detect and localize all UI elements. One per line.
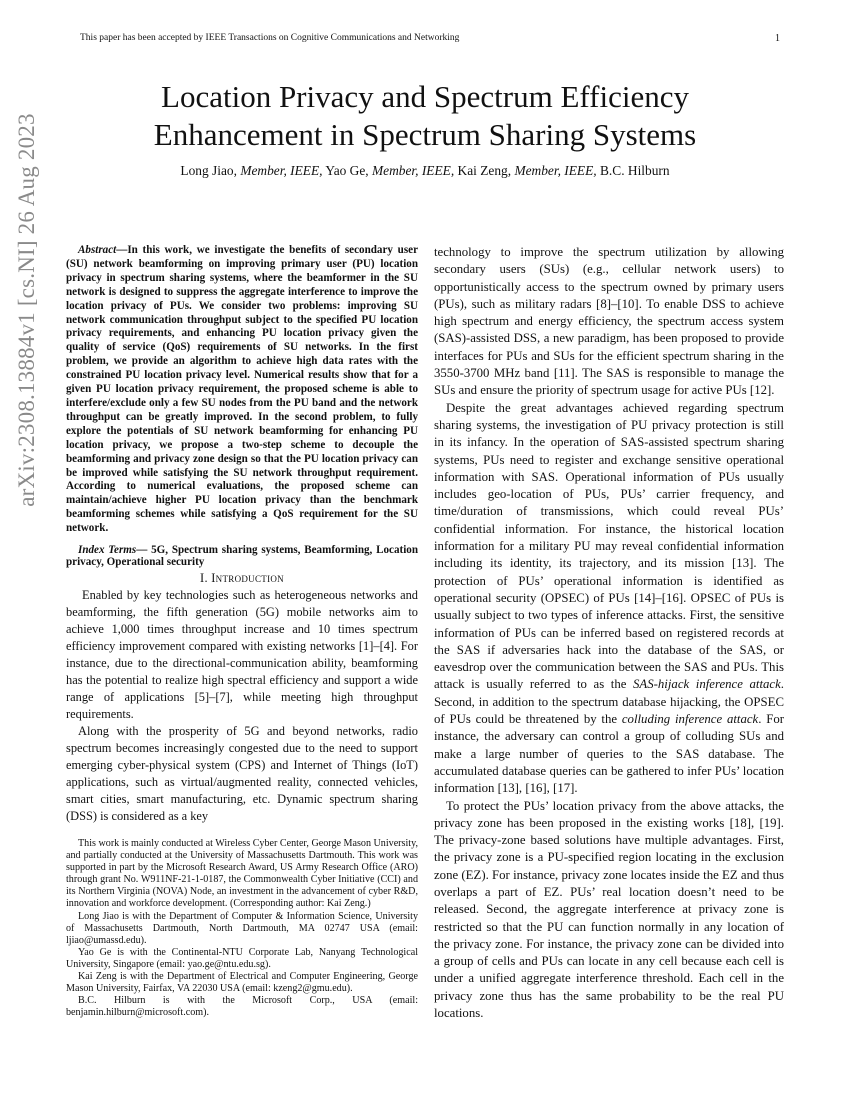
abstract-text: —In this work, we investigate the benefits of secondary user (SU) network beamforming on improving primary user (PU) location privacy in spectrum sharing systems, where the beamformer in the SU network is designed to suppress the aggregate interference to improve the location privacy of PUs. We consider two problems: improving SU network communication throughput subject to the specified PU location privacy requirements, and enhancing PU location privacy given the quality of service (QoS) requirements of SU networks. In the first problem, we provide an algorithm to achieve high data rates with the constrained PU location privacy level. Numerical results show that for a given PU location privacy requirement, the proposed scheme is able to interfere/exclude only a few SU nodes from the PU band and the network throughput can be greatly improved. In the second problem, to fully explore the potentials of SU network beamforming for enhancing PU location privacy, we propose a two-step scheme to decouple the beamforming and privacy zone design so that the PU location privacy can be improved while satisfying the SU network throughput requirement. According to numerical evaluations, the proposed scheme can maintain/achieve higher PU location privacy than the benchmark beamforming schemes while satisfying a QoS requirement for the SU network. <box>66 244 418 535</box>
intro-paragraph: Along with the prosperity of 5G and beyond networks, radio spectrum becomes increasingly congested due to the need to support emerging cyber-physical system (CPS) and Internet of Things (IoT) applications, such as virtual/augmented reality, connected vehicles, smart cities, smart manufacturing, etc. Dynamic spectrum sharing (DSS) is considered as a key <box>66 724 418 824</box>
right-column <box>434 244 784 1022</box>
section-number: I. <box>200 571 212 586</box>
author-name: Yao Ge, <box>325 163 369 178</box>
footnote: This work is mainly conducted at Wireless Cyber Center, George Mason University, and partially conducted at the University of Massachusetts Dartmouth. This work was supported in part by the Microsoft Research Award, US Army Research Office (ARO) through grant No. W911NF-21-1-0187, the Commonwealth Cyber Initiative (CCI) and its Northern Virginia (NOVA) Node, an investment in the advancement of cyber R&D, innovation and workforce development. (Corresponding author: Kai Zeng.) <box>66 838 418 910</box>
index-terms <box>66 545 418 568</box>
arxiv-stamp: arXiv:2308.13884v1 [cs.NI] 26 Aug 2023 <box>14 113 39 507</box>
index-terms-text: — 5G, Spectrum sharing systems, Beamforming, Location privacy, Operational security <box>66 544 418 568</box>
left-column <box>66 244 418 825</box>
body-paragraph <box>434 400 784 798</box>
author-affiliation: Member, IEEE, <box>240 163 323 178</box>
body-paragraph: To protect the PUs’ location privacy from the above attacks, the privacy zone has been proposed in the existing works [18], [19]. The privacy-zone based solutions have multiple advantages. First, the privacy zone is a PU-specified region locating in the exclusion zone (EZ). For instance, privacy zone locates inside the EZ and thus overlaps a part of EZ. PUs’ real location doesn’t need to be released. Second, the aggregate interference at privacy zone is restricted so that the PU can function normally in any location of the privacy zone. For instance, the privacy zone can be divided into a group of cells and PUs can locate in any cell because each cell is under a unified aggregate interference threshold. Each cell in the privacy zone thus has the same probability to be the real PU locations. <box>434 798 784 1021</box>
author-name: Long Jiao, <box>180 163 237 178</box>
intro-paragraph: Enabled by key technologies such as heterogeneous networks and beamforming, the fifth generation (5G) mobile networks aim to achieve 1,000 times throughput increase and 10 times spectrum efficiency improvement compared with existing networks [1]–[4]. For instance, due to the directional-communication ability, beamforming has the potential to realize high spectral efficiency and support a wide range of applications [5]–[7], while meeting high throughput requirements. <box>66 588 418 722</box>
paragraph-text: . For instance, the adversary can control a group of colluding SUs and make a large number of queries to the SAS database. The accumulated database queries can be gathered to infer PUs’ location information [13], [16], [17]. <box>434 712 784 796</box>
index-terms-lead: Index Terms <box>78 544 137 557</box>
footnote: Yao Ge is with the Continental-NTU Corporate Lab, Nanyang Technological University, Singapore (email: yao.ge@ntu.edu.sg). <box>66 946 418 970</box>
author-list <box>70 163 780 179</box>
title-line-2: Enhancement in Spectrum Sharing Systems <box>153 117 697 152</box>
running-header: This paper has been accepted by IEEE Transactions on Cognitive Communications and Networking <box>80 33 460 43</box>
author-name: Kai Zeng, <box>457 163 512 178</box>
paragraph-text: . Second, in addition to the spectrum database hijacking, the OPSEC of PUs could be threatened by the <box>434 677 784 727</box>
section-heading <box>66 570 418 587</box>
emphasis-text: colluding inference attack <box>621 712 759 727</box>
emphasis-text: SAS-hijack inference attack <box>633 677 781 692</box>
author-affiliation: Member, IEEE, <box>514 163 597 178</box>
section-title: Introduction <box>211 571 284 586</box>
title-line-1: Location Privacy and Spectrum Efficiency <box>161 79 689 114</box>
footnote: Kai Zeng is with the Department of Electrical and Computer Engineering, George Mason University, Fairfax, VA 22030 USA (email: kzeng2@gmu.edu). <box>66 971 418 995</box>
footnote: Long Jiao is with the Department of Computer & Information Science, University of Massachusetts Dartmouth, North Dartmouth, MA 02747 USA (email: ljiao@umassd.edu). <box>66 910 418 946</box>
abstract-lead: Abstract <box>78 244 117 256</box>
paper-title <box>70 78 780 154</box>
author-name: B.C. Hilburn <box>600 163 670 178</box>
body-paragraph: technology to improve the spectrum utilization by allowing secondary users (SUs) (e.g., cellular network users) to opportunistically access to the spectrum owned by primary users (PUs), such as military radars [8]–[10]. To enable DSS to achieve high spectrum and energy efficiency, the spectrum access system (SAS)-assisted DSS, a new paradigm, has been proposed to provide interfaces for PUs and SUs for the efficient spectrum sharing in the 3550-3700 MHz band [11]. The SAS is responsible to manage the SUs and ensure the priority of spectrum usage for active PUs [12]. <box>434 245 784 398</box>
footnote: B.C. Hilburn is with the Microsoft Corp., USA (email: benjamin.hilburn@microsoft.com). <box>66 995 418 1019</box>
author-affiliation: Member, IEEE, <box>372 163 455 178</box>
paragraph-text: Despite the great advantages achieved regarding spectrum sharing systems, the investigation of PU privacy protection is still in its infancy. In the operation of SAS-assisted spectrum sharing systems, PUs need to register and exchange sensitive operational information with SAS. Operational information of PUs usually includes geo-location of PUs, PUs’ carrier frequency, and time/duration of transmissions, which could reveal PUs’ confidential information. For instance, the historical location information for a military PU may reveal confidential information including its identity, its trajectory, and its mission [13]. The protection of PUs’ operational information is identified as operational security (OPSEC) of PUs [14]–[16]. OPSEC of PUs is usually subject to two types of inference attacks. First, the sensitive information of PUs can be inferred based on registered records at the SAS if adversaries hack into the database of the SAS, or eavesdrop over the communication between the SAS and PUs. This attack is usually referred to as the <box>434 400 784 692</box>
abstract <box>66 244 418 536</box>
footnotes <box>66 838 418 1019</box>
page-number: 1 <box>775 33 780 44</box>
